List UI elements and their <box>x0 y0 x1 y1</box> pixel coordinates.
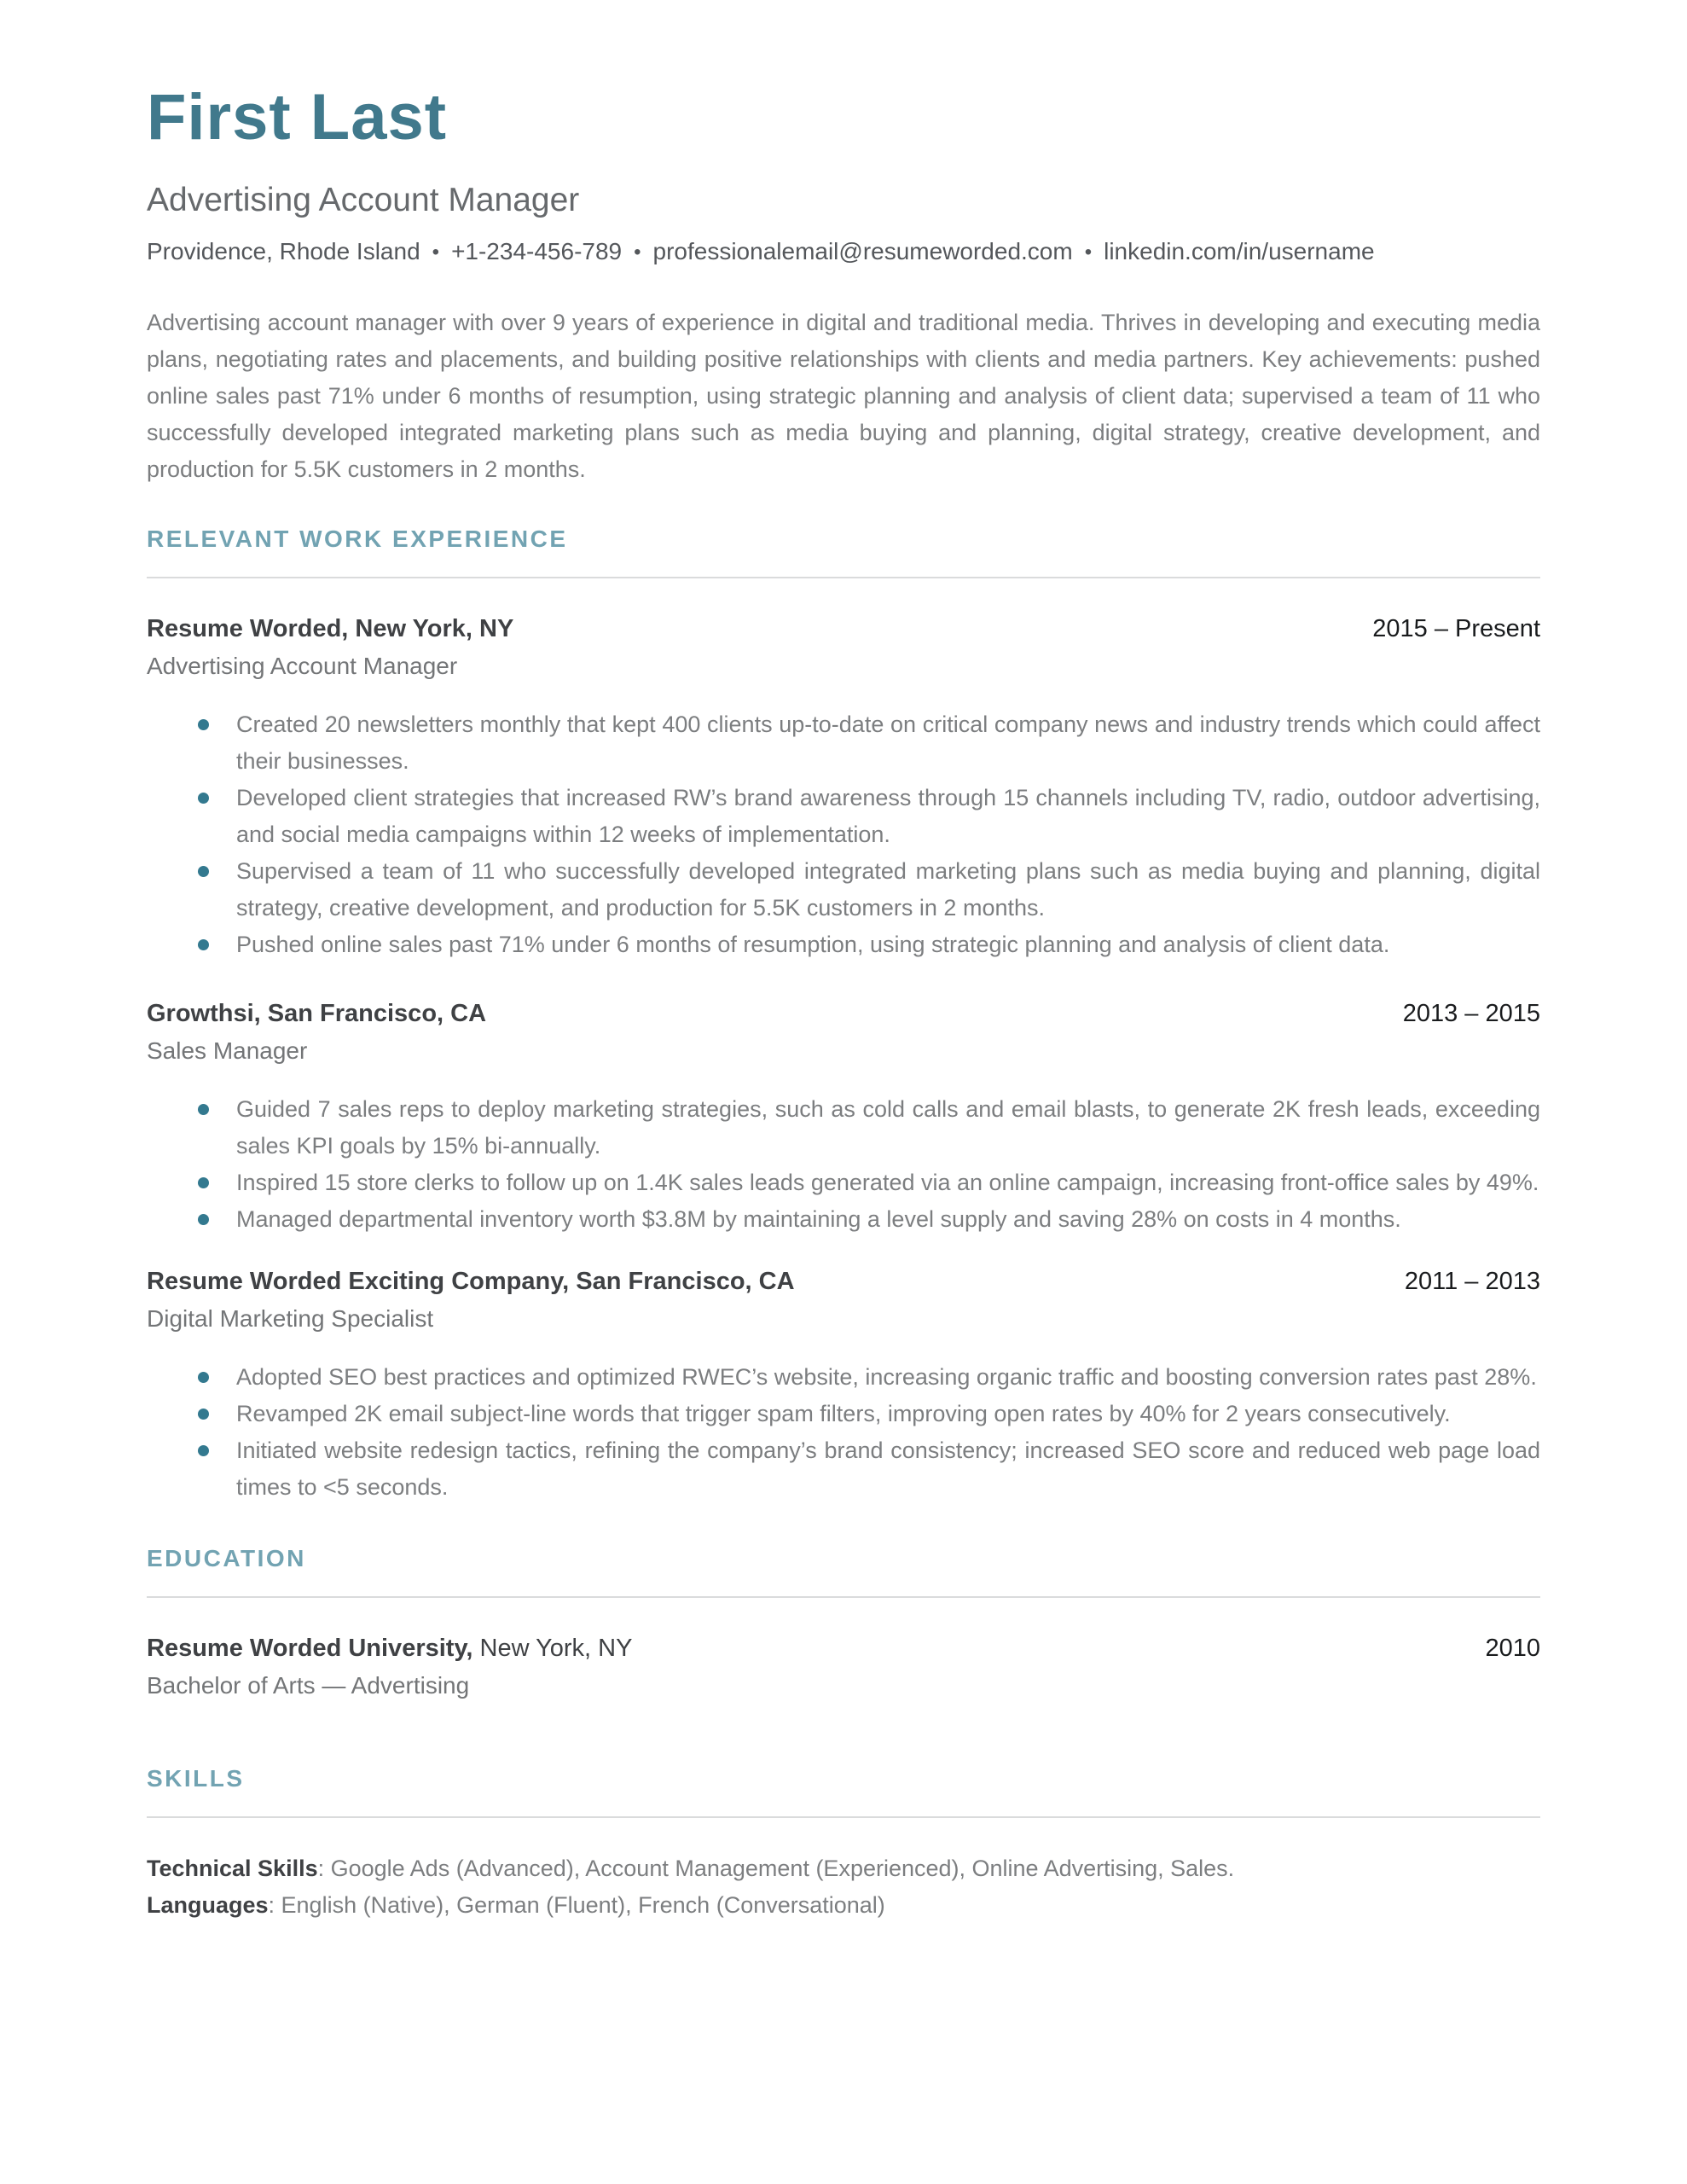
job-entry <box>147 611 1540 963</box>
job-bullet-list <box>147 706 1540 963</box>
education-header-row <box>147 1630 1540 1667</box>
contact-location: Providence, Rhode Island <box>147 237 420 264</box>
job-bullet: Adopted SEO best practices and optimized RWEC’s website, increasing organic traffic and boosting conversion rates past 28%. <box>147 1359 1540 1396</box>
job-bullet: Created 20 newsletters monthly that kept 400 clients up-to-date on critical company news and industry trends which could affect their businesses. <box>147 706 1540 780</box>
job-company: Growthsi, San Francisco, CA <box>147 999 487 1027</box>
job-dates: 2011 – 2013 <box>1404 1267 1540 1295</box>
education-school <box>147 1630 632 1667</box>
education-degree: Bachelor of Arts — Advertising <box>147 1671 470 1699</box>
section-heading-skills: SKILLS <box>147 1764 245 1792</box>
education-entry <box>147 1630 1540 1704</box>
job-company: Resume Worded, New York, NY <box>147 614 514 642</box>
skills-list <box>147 1850 1540 1924</box>
job-bullet-list <box>147 1359 1540 1506</box>
contact-line <box>147 238 1540 265</box>
contact-linkedin: linkedin.com/in/username <box>1104 237 1375 264</box>
job-bullet: Managed departmental inventory worth $3.8M by maintaining a level supply and saving 28% on costs in 4 months. <box>147 1201 1540 1238</box>
job-bullet: Inspired 15 store clerks to follow up on 1.4K sales leads generated via an online campaign, increasing front-office sales by 49%. <box>147 1165 1540 1201</box>
skill-line-technical <box>147 1850 1540 1887</box>
job-entry <box>147 996 1540 1238</box>
education-dates: 2010 <box>1485 1634 1540 1662</box>
job-bullet-list <box>147 1091 1540 1238</box>
job-bullet: Developed client strategies that increased RW’s brand awareness through 15 channels including TV, radio, outdoor advertising, and social media campaigns within 12 weeks of implementation. <box>147 780 1540 853</box>
skill-values: : English (Native), German (Fluent), French (Conversational) <box>268 1891 885 1918</box>
education-school-city: New York, NY <box>472 1634 633 1662</box>
job-role: Advertising Account Manager <box>147 652 458 679</box>
job-dates: 2013 – 2015 <box>1402 999 1540 1027</box>
job-header-row <box>147 611 1540 648</box>
job-role: Digital Marketing Specialist <box>147 1304 434 1332</box>
section-heading-experience: RELEVANT WORK EXPERIENCE <box>147 525 568 552</box>
skill-label: Languages <box>147 1891 269 1918</box>
job-header-row <box>147 996 1540 1032</box>
job-bullet: Pushed online sales past 71% under 6 months of resumption, using strategic planning and analysis of client data. <box>147 926 1540 963</box>
person-job-title: Advertising Account Manager <box>147 182 580 218</box>
job-company: Resume Worded Exciting Company, San Francisco, CA <box>147 1267 795 1295</box>
job-header-row <box>147 1263 1540 1300</box>
job-dates: 2015 – Present <box>1372 614 1540 642</box>
job-entry <box>147 1263 1540 1506</box>
person-name: First Last <box>147 81 448 154</box>
section-divider <box>147 1596 1540 1598</box>
contact-separator-dot: • <box>432 240 440 264</box>
section-divider <box>147 577 1540 578</box>
skill-line-languages <box>147 1887 1540 1924</box>
job-bullet: Revamped 2K email subject-line words that trigger spam filters, improving open rates by 40% for 2 years consecutively. <box>147 1396 1540 1432</box>
contact-separator-dot: • <box>1084 240 1093 264</box>
section-heading-education: EDUCATION <box>147 1544 306 1571</box>
contact-email: professionalemail@resumeworded.com <box>652 237 1073 264</box>
job-bullet: Initiated website redesign tactics, refining the company’s brand consistency; increased SEO score and reduced web page load times to <5 seconds. <box>147 1432 1540 1506</box>
contact-separator-dot: • <box>634 240 641 264</box>
skill-label: Technical Skills <box>147 1855 318 1881</box>
contact-phone: +1-234-456-789 <box>451 237 623 264</box>
job-role: Sales Manager <box>147 1037 308 1064</box>
summary-paragraph: Advertising account manager with over 9 years of experience in digital and traditional media. Thrives in developing and executing media plans, negotiating rates and placements, and building positive relationships with clients and media partners. Key achievements: pushed online sales past 71% under 6 months of resumption, using strategic planning and analysis of client data; supervised a team of 11 who successfully developed integrated marketing plans such as media buying and planning, digital strategy, creative development, and production for 5.5K customers in 2 months. <box>147 309 1540 482</box>
education-school-name: Resume Worded University, <box>147 1634 473 1662</box>
job-bullet: Supervised a team of 11 who successfully developed integrated marketing plans such as media buying and planning, digital strategy, creative development, and production for 5.5K customers in 2 months. <box>147 853 1540 926</box>
skill-values: : Google Ads (Advanced), Account Management (Experienced), Online Advertising, Sales. <box>317 1855 1235 1881</box>
section-divider <box>147 1816 1540 1818</box>
job-bullet: Guided 7 sales reps to deploy marketing strategies, such as cold calls and email blasts, to generate 2K fresh leads, exceeding sales KPI goals by 15% bi-annually. <box>147 1091 1540 1165</box>
